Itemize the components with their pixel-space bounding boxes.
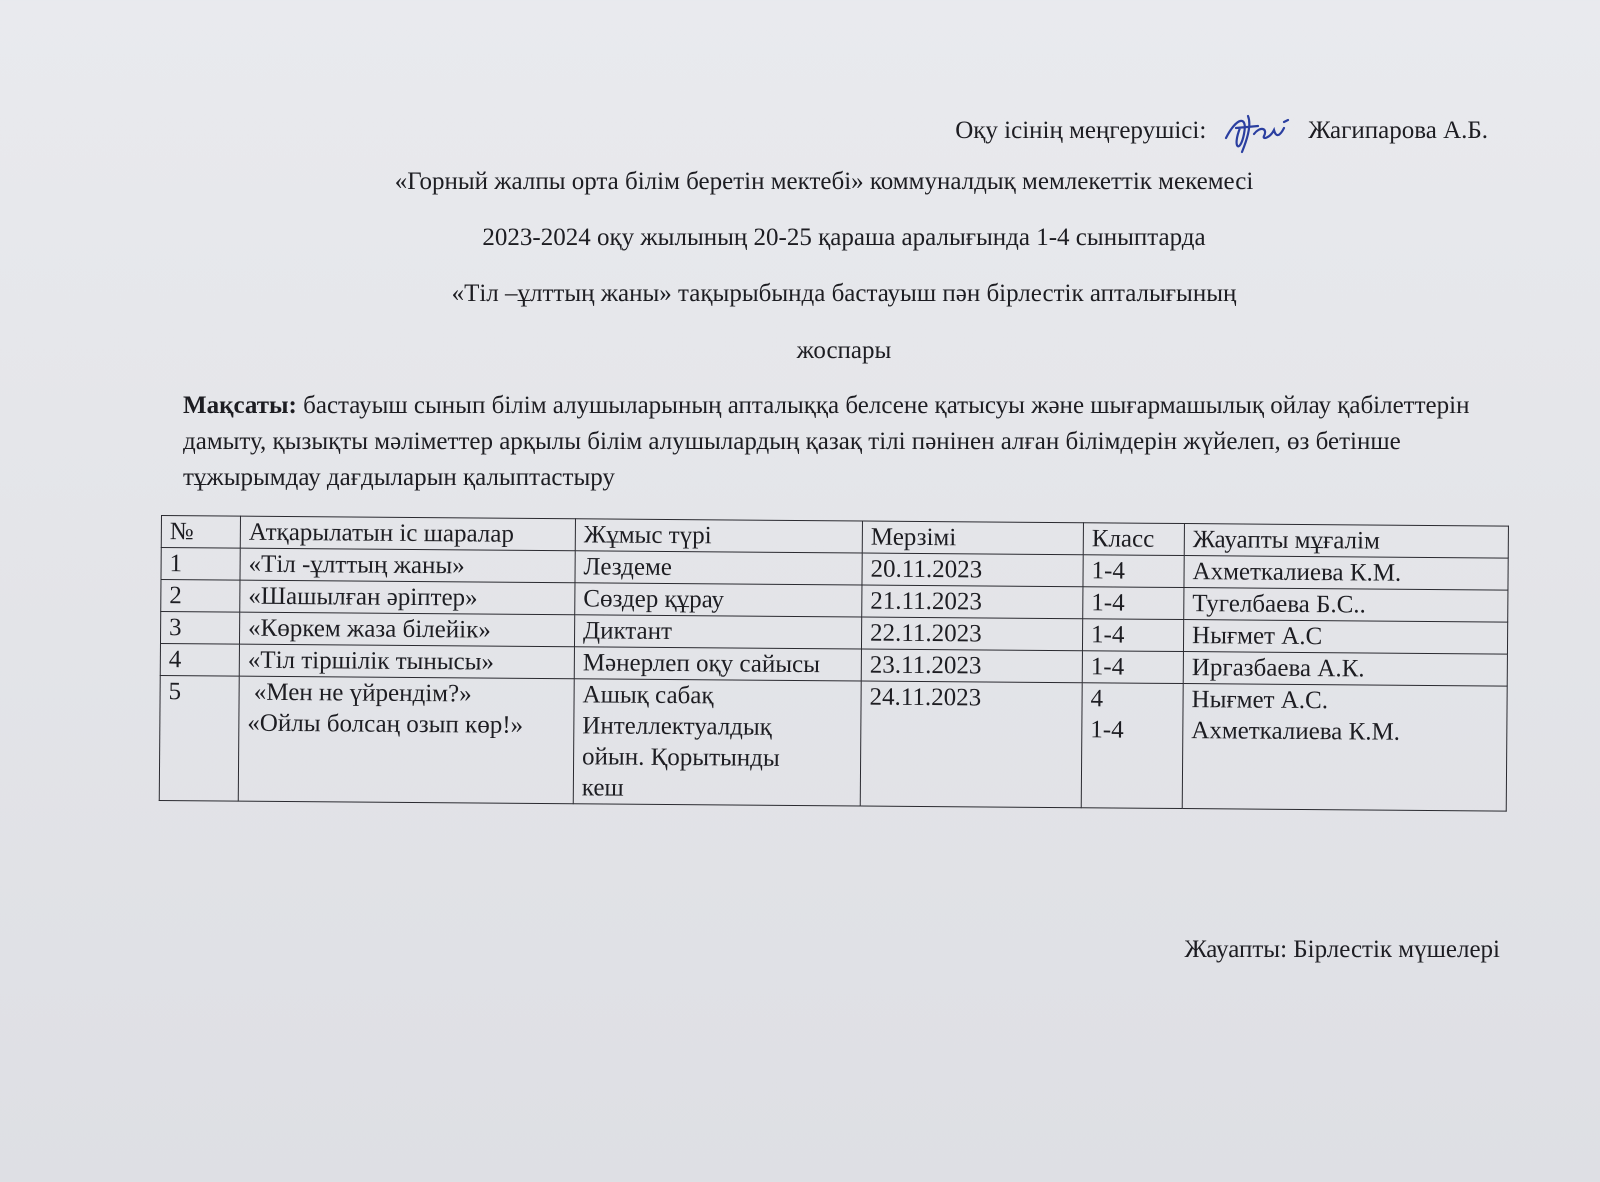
header-teacher: Жауапты мұғалім <box>1184 524 1508 559</box>
cell-event: «Шашылған әріптер» <box>240 580 575 615</box>
cell-class: 1-4 <box>1082 651 1183 684</box>
cell-date: 23.11.2023 <box>861 649 1082 683</box>
school-name: «Горный жалпы орта білім беретін мектебі» коммуналдық мемлекеттік мекемесі <box>394 168 1254 195</box>
type-line: кеш <box>581 774 624 802</box>
cell-date: 21.11.2023 <box>862 585 1083 619</box>
purpose-text: бастауыш сынып білім алушыларының апталыққа белсене қатысуы және шығармашылық ойлау қабілеттерін дамыту, қызықты мәліметтер арқылы білім алушылардың қазақ тілі пәнінен алған білімдерін жүйелеп, өз бетінше тұжырымдау дағдыларын қалыптастыру <box>183 392 1470 491</box>
approval-title: Оқу ісінің меңгерушісі: <box>955 117 1207 144</box>
table-row <box>159 675 1507 811</box>
cell-teacher: Иргазбаева А.К. <box>1183 652 1507 687</box>
cell-teacher <box>1182 684 1507 812</box>
header-event: Атқарылатын іс шаралар <box>240 516 575 551</box>
cell-date: 20.11.2023 <box>862 553 1083 587</box>
class-line: 4 <box>1090 685 1104 713</box>
cell-class: 1-4 <box>1082 619 1183 652</box>
type-line: Ашық сабақ <box>582 681 714 710</box>
approval-line <box>955 108 1488 154</box>
type-line: ойын. Қорытынды <box>582 743 780 772</box>
cell-num: 5 <box>159 675 239 801</box>
cell-event: «Көркем жаза білейік» <box>239 612 574 647</box>
event-line: «Ойлы болсаң озып көр!» <box>247 709 524 739</box>
cell-num: 3 <box>160 612 239 645</box>
cell-type: Лездеме <box>575 551 862 585</box>
teacher-line: Нығмет А.С. <box>1191 686 1329 715</box>
cell-teacher: Тугелбаева Б.С.. <box>1184 588 1508 623</box>
header-num: № <box>161 516 240 549</box>
cell-type: Мәнерлеп оқу сайысы <box>574 647 861 681</box>
header-type: Жұмыс түрі <box>575 519 862 553</box>
cell-class: 1-4 <box>1083 555 1184 588</box>
plan-table <box>159 515 1509 812</box>
cell-teacher: Ахметкалиева К.М. <box>1184 556 1508 591</box>
purpose-label: Мақсаты: <box>183 392 297 419</box>
cell-event: «Тіл тіршілік тынысы» <box>239 644 574 679</box>
event-line: «Мен не үйрендім?» <box>247 678 472 708</box>
cell-type <box>573 679 861 806</box>
period-line: 2023-2024 оқу жылының 20-25 қараша аралығында 1-4 сыныптарда <box>482 224 1206 251</box>
signature-image <box>1218 108 1296 154</box>
cell-event: «Тіл -ұлттың жаны» <box>240 548 575 583</box>
cell-class: 1-4 <box>1083 587 1184 620</box>
teacher-line: Ахметкалиева К.М. <box>1191 717 1401 746</box>
cell-type: Сөздер құрау <box>575 583 862 617</box>
type-line: Интеллектуалдық <box>582 712 773 741</box>
purpose-paragraph <box>183 388 1483 496</box>
approver-name: Жагипарова А.Б. <box>1308 117 1488 144</box>
cell-teacher: Нығмет А.С <box>1183 620 1507 655</box>
cell-type: Диктант <box>574 615 861 649</box>
cell-event <box>238 676 574 804</box>
header-class: Класс <box>1083 523 1184 556</box>
class-line: 1-4 <box>1090 716 1124 744</box>
topic-line: «Тіл –ұлттың жаны» тақырыбында бастауыш пән бірлестік апталығының <box>451 280 1237 307</box>
cell-num: 2 <box>161 580 240 613</box>
cell-class <box>1081 683 1183 809</box>
cell-date: 22.11.2023 <box>861 617 1082 651</box>
header-date: Мерзімі <box>862 521 1083 555</box>
cell-num: 4 <box>160 643 239 676</box>
cell-date: 24.11.2023 <box>860 681 1082 808</box>
responsible-footer: Жауапты: Бірлестік мүшелері <box>1184 936 1500 963</box>
cell-num: 1 <box>161 548 240 581</box>
plan-word: жоспары <box>796 337 892 364</box>
